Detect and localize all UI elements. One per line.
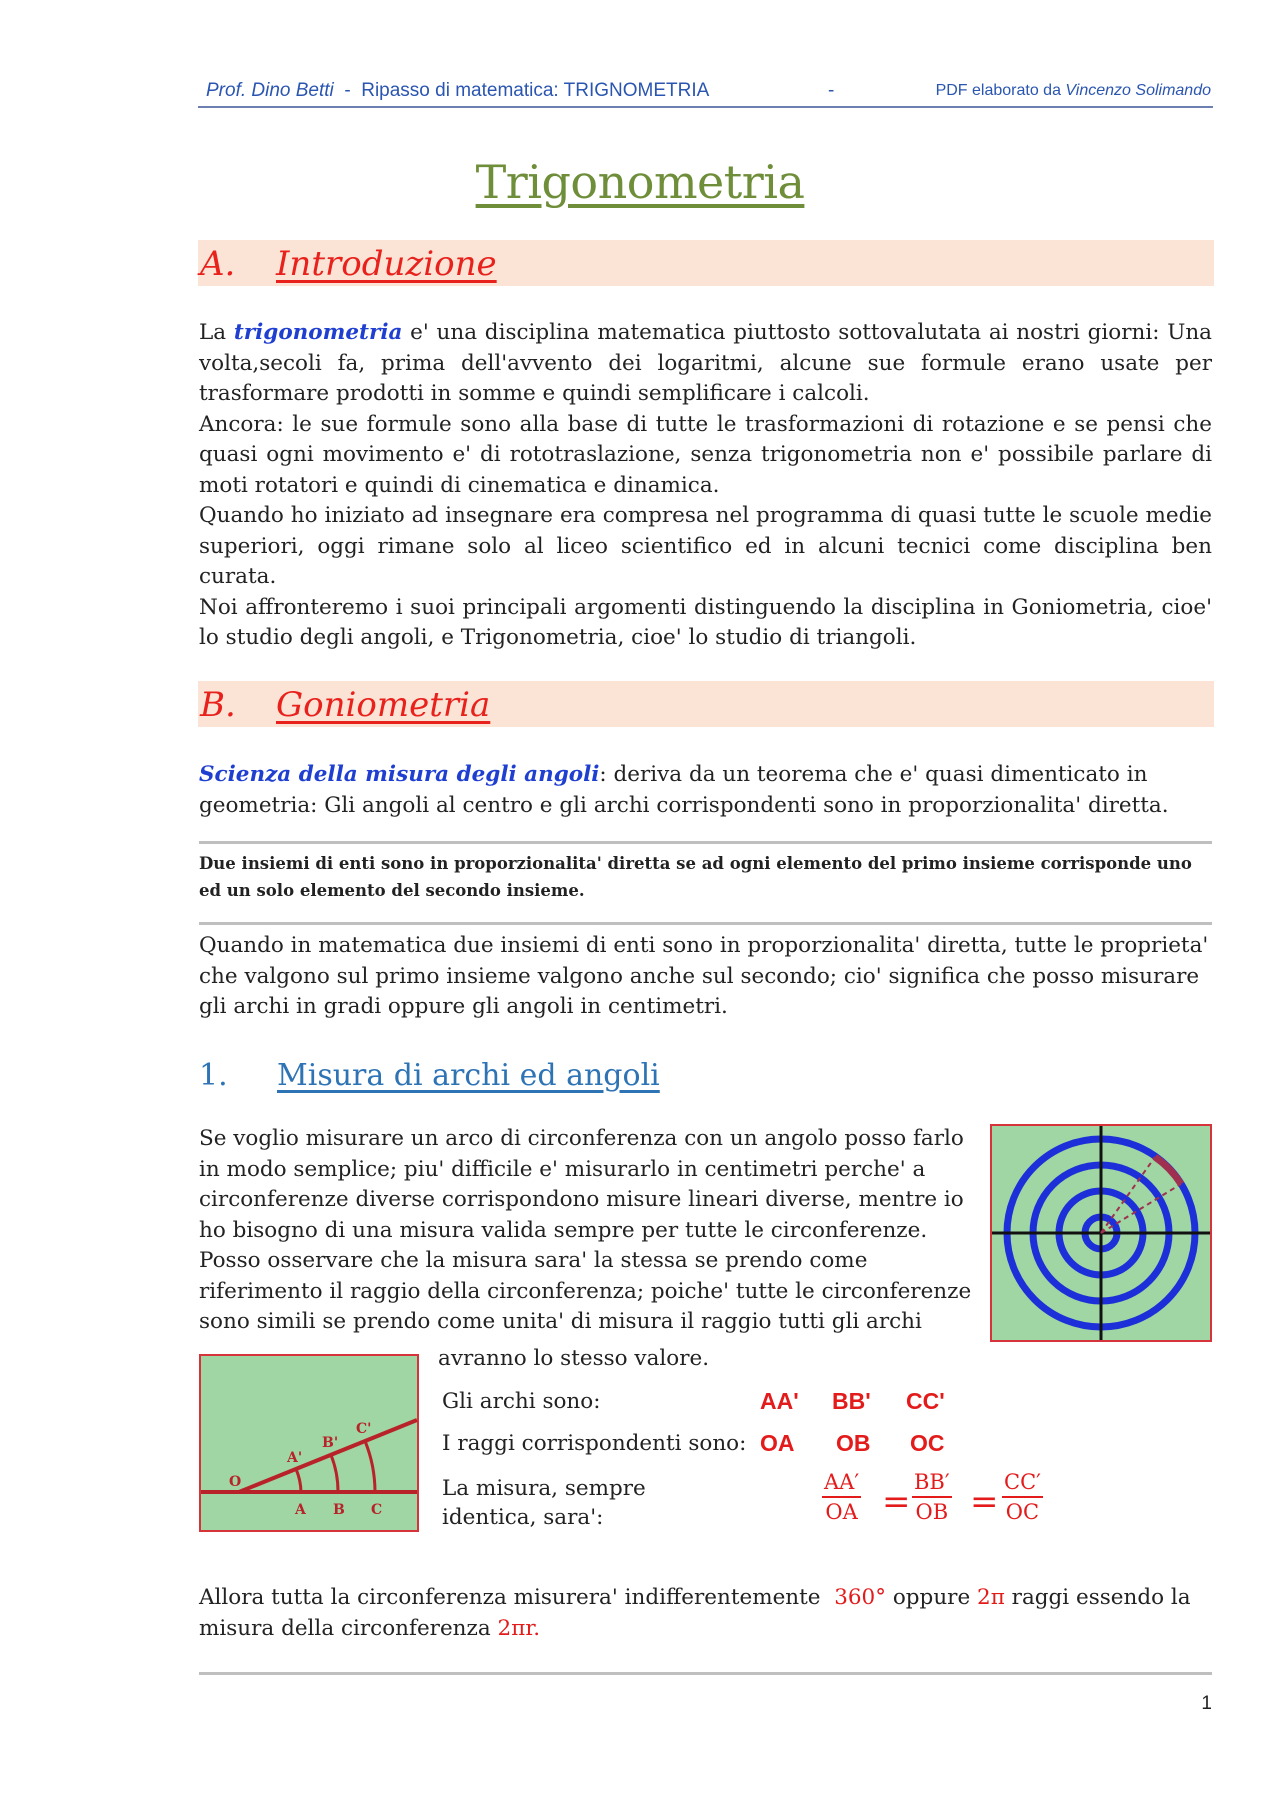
fraction-denominator: OC [1005, 1500, 1040, 1524]
page-title [0, 155, 1280, 209]
label-B-prime: B' [322, 1435, 339, 1451]
section-a-letter: A. [200, 244, 236, 284]
fraction-numerator: BB′ [912, 1470, 952, 1498]
arc-measure-paragraph [199, 1124, 979, 1338]
intro-paragraph-1: La trigonometria e' una disciplina matematica piuttosto sottovalutata ai nostri giorni: Una volta,secoli fa, prima dell'avvento dei logaritmi, alcune sue formule erano usate per trasformare prodotti in somme e quindi semplificare i calcoli. [199, 320, 1212, 406]
label-A-prime: A' [287, 1450, 303, 1466]
value-2pir: 2πr. [497, 1615, 541, 1641]
raggi-label: I raggi corrispondenti sono: [442, 1431, 747, 1456]
page-number: 1 [1201, 1693, 1212, 1714]
intro-paragraph-4: Noi affronteremo i suoi principali argomenti distinguendo la disciplina in Goniometria, cioe' lo studio degli angoli, e Trigonometria, cioe' lo studio di triangoli. [199, 594, 1212, 650]
equals-sign: = [882, 1482, 911, 1522]
arc-CC: CC' [906, 1388, 945, 1414]
header-editor: Vincenzo Solimando [1065, 82, 1211, 99]
section-b-letter: B. [200, 685, 236, 725]
radius-OB: OB [836, 1430, 871, 1456]
radius-OA: OA [760, 1430, 795, 1456]
section-a-heading [198, 240, 1214, 286]
header-left [206, 80, 709, 102]
label-B: B [333, 1502, 345, 1518]
arc-text-line: sono simili se prendo come unita' di misura il raggio tutti gli archi [199, 1309, 922, 1334]
equals-sign: = [970, 1482, 999, 1522]
label-O: O [229, 1474, 242, 1490]
subsection-1-number: 1. [199, 1058, 228, 1093]
arc-text-line: riferimento il raggio della circonferenza; poiche' tutte le circonferenze [199, 1278, 972, 1304]
fraction-denominator: OA [825, 1500, 858, 1524]
note-bottom-rule [199, 922, 1212, 925]
arc-text-line: ho bisogno di una misura valida sempre per tutte le circonferenze. [199, 1217, 928, 1243]
fraction-AA-OA [822, 1470, 861, 1524]
header-author: Prof. Dino Betti [206, 80, 334, 101]
keyword-scienza: Scienza della misura degli angoli [199, 762, 600, 787]
conclusion-paragraph: Allora tutta la circonferenza misurera' indifferentemente 360° oppure 2π raggi essendo la misura della circonferenza 2πr. [199, 1585, 1191, 1641]
fraction-denominator: OB [915, 1500, 949, 1524]
section-b-heading [198, 681, 1214, 727]
value-360: 360° [834, 1585, 886, 1610]
value-2pi: 2π [977, 1585, 1005, 1610]
same-value-line: avranno lo stesso valore. [438, 1346, 710, 1371]
section-a-body [199, 318, 1212, 654]
misura-label-1: La misura, sempre [442, 1476, 646, 1501]
proportionality-paragraph: Quando in matematica due insiemi di enti sono in proporzionalita' diretta, tutte le proprieta' che valgono sul primo insieme valgono anche sul secondo; cio' significa che posso misurare gli archi in gradi oppure gli angoli in centimetri. [199, 933, 1209, 1019]
label-C-prime: C' [356, 1421, 372, 1437]
header-pdf-by: PDF elaborato da [935, 82, 1061, 99]
intro-paragraph-3: Quando ho iniziato ad insegnare era compresa nel programma di quasi tutte le scuole medie superiori, oggi rimane solo al liceo scientifico ed in alcuni tecnici come disciplina ben curata. [199, 503, 1212, 589]
header-separator: - [344, 80, 351, 101]
concentric-circles-figure [990, 1124, 1212, 1342]
running-header [198, 80, 1213, 108]
definition-note: Due insiemi di enti sono in proporzionalita' diretta se ad ogni elemento del primo insieme corrisponde uno ed un solo elemento del secondo insieme. [199, 854, 1192, 900]
subsection-1-title: Misura di archi ed angoli [277, 1058, 660, 1093]
footer-rule [199, 1672, 1212, 1675]
fraction-CC-OC [1002, 1470, 1043, 1524]
ray-arcs-figure [199, 1354, 419, 1532]
radius-OC: OC [910, 1430, 945, 1456]
goniometria-paragraph: Scienza della misura degli angoli: deriva da un teorema che e' quasi dimenticato in geometria: Gli angoli al centro e gli archi corrispondenti sono in proporzionalita' diretta. [199, 762, 1169, 818]
archi-label: Gli archi sono: [442, 1389, 601, 1414]
intro-paragraph-2: Ancora: le sue formule sono alla base di tutte le trasformazioni di rotazione e se pensi che quasi ogni movimento e' di rototraslazione, senza trigonometria non e' possibile parlare di moti rotatori e quindi di cinematica e dinamica. [199, 411, 1212, 498]
arc-text-line: in modo semplice; piu' difficile e' misurarlo in centimetri perche' a [199, 1156, 926, 1182]
fraction-numerator: CC′ [1002, 1470, 1043, 1498]
arc-BB: BB' [832, 1388, 871, 1414]
keyword-trigonometria: trigonometria [233, 320, 403, 345]
arc-text-line: circonferenze diverse corrispondono misure lineari diverse, mentre io [199, 1187, 964, 1212]
header-right [936, 82, 1211, 100]
label-A: A [295, 1502, 306, 1518]
header-course: Ripasso di matematica: TRIGNOMETRIA [361, 80, 710, 101]
note-top-rule [199, 841, 1212, 844]
fraction-numerator: AA′ [822, 1470, 861, 1498]
section-a-title: Introduzione [276, 244, 497, 284]
page-title-text: Trigonometria [475, 155, 805, 209]
arc-text-line: Posso osservare che la misura sara' la stessa se prendo come [199, 1248, 868, 1273]
header-dash: - [828, 80, 835, 101]
section-b-title: Goniometria [276, 685, 491, 725]
misura-label-2: identica, sara': [442, 1505, 604, 1530]
arc-text-line: Se voglio misurare un arco di circonferenza con un angolo posso farlo [199, 1126, 964, 1151]
arc-AA: AA' [760, 1388, 799, 1414]
fraction-BB-OB [912, 1470, 952, 1524]
label-C: C [371, 1502, 383, 1518]
